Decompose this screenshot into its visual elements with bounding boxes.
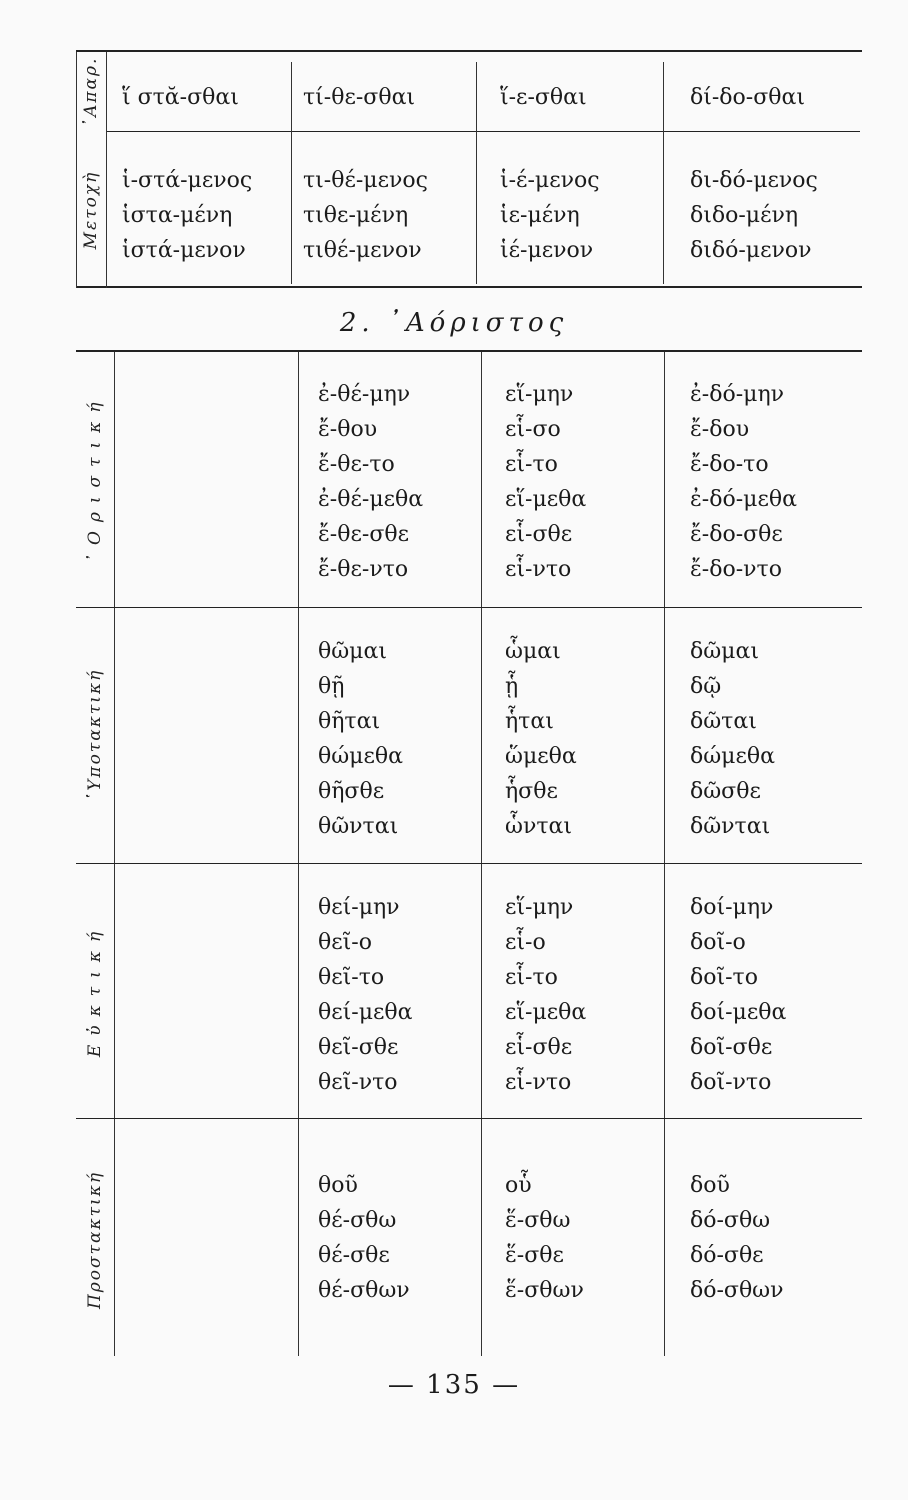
top-table-label-divider (106, 52, 107, 288)
mood-divider (76, 1118, 862, 1119)
top-table-left-border (76, 52, 77, 288)
verb-form: εἷ-ντο (505, 557, 572, 582)
top-table-col-divider-3 (663, 62, 664, 284)
infinitive-label: ᾽Απαρ. (81, 56, 101, 128)
verb-form: ἔ-θε-σθε (318, 522, 409, 547)
verb-form: θοῦ (318, 1173, 358, 1198)
verb-form: ἧσθε (505, 779, 558, 804)
aorist-table-top-rule (76, 350, 862, 352)
participle-form: τιθε-μένη (303, 203, 409, 228)
verb-form: θεῖ-το (318, 965, 385, 990)
participle-form: τιθέ-μενον (303, 238, 422, 263)
verb-form: ἕ-σθων (505, 1278, 584, 1303)
optative-column (505, 890, 586, 1100)
participle-form: διδο-μένη (690, 203, 799, 228)
verb-form: θέ-σθω (318, 1208, 397, 1233)
verb-form: εἷ-το (505, 452, 558, 477)
optative-label: Εὐκτική (85, 922, 105, 1058)
verb-form: δοί-μην (690, 895, 774, 920)
verb-form: θῶνται (318, 814, 399, 839)
verb-form: εἵ-μεθα (505, 1000, 587, 1025)
optative-column (690, 890, 786, 1100)
verb-form: ἐ-θέ-μην (318, 382, 411, 407)
verb-form: ᾗ (505, 674, 519, 699)
participle-column (500, 163, 600, 268)
participle-form: ἱ-έ-μενος (500, 168, 600, 193)
top-table-top-rule (76, 50, 862, 52)
verb-form: εἷ-ο (505, 930, 546, 955)
section-title: 2. ᾽Αόριστος (339, 308, 569, 338)
aorist-col-divider-2 (481, 352, 482, 1356)
indicative-column (505, 377, 586, 587)
verb-form: δώμεθα (690, 744, 775, 769)
verb-form: ἕ-σθω (505, 1208, 571, 1233)
verb-form: ἔ-δου (690, 417, 750, 442)
verb-form: θεί-μην (318, 895, 400, 920)
aorist-col-divider-3 (664, 352, 665, 1356)
indicative-label: ᾽Οριστική (85, 393, 105, 563)
verb-form: ὥμεθα (505, 744, 577, 769)
verb-form: θεῖ-ο (318, 930, 372, 955)
subjunctive-column (318, 634, 403, 844)
verb-form: εἵ-μεθα (505, 487, 587, 512)
imperative-label: Προστακτική (85, 1170, 105, 1310)
participle-form: ἱ-στά-μενος (122, 168, 253, 193)
verb-form: ἔ-δο-το (690, 452, 769, 477)
verb-form: δῷ (690, 674, 722, 699)
verb-form: δοῦ (690, 1173, 730, 1198)
verb-form: δῶται (690, 709, 757, 734)
verb-form: ὧμαι (505, 639, 561, 664)
verb-form: ἕ-σθε (505, 1243, 564, 1268)
verb-form: δό-σθω (690, 1208, 771, 1233)
verb-form: εἵ-μην (505, 382, 574, 407)
imperative-column (318, 1168, 410, 1308)
subjunctive-column (505, 634, 577, 844)
verb-form: εἷ-σθε (505, 1035, 573, 1060)
top-table-col-divider-1 (291, 62, 292, 284)
infinitive-form: ἵ στᾰ-σθαι (122, 85, 239, 110)
verb-form: δό-σθε (690, 1243, 764, 1268)
verb-form: ὧνται (505, 814, 572, 839)
subjunctive-column (690, 634, 775, 844)
aorist-label-divider (114, 352, 115, 1356)
participle-form: ἱέ-μενον (500, 238, 594, 263)
infinitive-form: ἵ-ε-σθαι (500, 85, 587, 110)
top-table-row-divider (106, 131, 860, 132)
verb-form: θεί-μεθα (318, 1000, 413, 1025)
participle-form: διδό-μενον (690, 238, 812, 263)
verb-form: εἷ-σθε (505, 522, 573, 547)
verb-form: εἷ-ντο (505, 1070, 572, 1095)
top-table-bottom-rule (76, 286, 862, 288)
verb-form: δῶμαι (690, 639, 759, 664)
verb-form: θώμεθα (318, 744, 403, 769)
verb-form: δῶσθε (690, 779, 761, 804)
participle-form: τι-θέ-μενος (303, 168, 428, 193)
verb-form: ἐ-θέ-μεθα (318, 487, 424, 512)
aorist-col-divider-1 (298, 352, 299, 1356)
verb-form: εἷ-το (505, 965, 558, 990)
verb-form: δό-σθων (690, 1278, 784, 1303)
participle-form: δι-δό-μενος (690, 168, 818, 193)
verb-form: ἐ-δό-μην (690, 382, 785, 407)
participle-label: Μετοχὴ (81, 170, 101, 250)
mood-divider (76, 607, 862, 608)
verb-form: δοῖ-ο (690, 930, 746, 955)
infinitive-form: τί-θε-σθαι (303, 85, 416, 110)
verb-form: ἔ-δο-σθε (690, 522, 783, 547)
indicative-column (690, 377, 797, 587)
verb-form: δοῖ-σθε (690, 1035, 773, 1060)
verb-form: εἵ-μην (505, 895, 574, 920)
verb-form: ἔ-θε-το (318, 452, 395, 477)
infinitive-form: δί-δο-σθαι (690, 85, 805, 110)
verb-form: δοί-μεθα (690, 1000, 787, 1025)
participle-form: ἱε-μένη (500, 203, 580, 228)
subjunctive-label: ῾Υποτακτική (85, 668, 105, 802)
participle-form: ἱστα-μένη (122, 203, 233, 228)
verb-form: ἐ-δό-μεθα (690, 487, 797, 512)
verb-form: δῶνται (690, 814, 771, 839)
verb-form: ἔ-θε-ντο (318, 557, 409, 582)
verb-form: θεῖ-ντο (318, 1070, 398, 1095)
verb-form: οὗ (505, 1173, 532, 1198)
mood-divider (76, 863, 862, 864)
verb-form: δοῖ-ντο (690, 1070, 772, 1095)
participle-column (122, 163, 252, 268)
verb-form: θῇ (318, 674, 345, 699)
verb-form: ἔ-θου (318, 417, 378, 442)
verb-form: δοῖ-το (690, 965, 758, 990)
page-number: — 135 — (387, 1370, 521, 1400)
indicative-column (318, 377, 423, 587)
imperative-column (505, 1168, 584, 1308)
verb-form: θέ-σθων (318, 1278, 410, 1303)
participle-column (690, 163, 818, 268)
top-table-col-divider-2 (476, 62, 477, 284)
verb-form: ἧται (505, 709, 554, 734)
verb-form: ἔ-δο-ντο (690, 557, 782, 582)
verb-form: θῶμαι (318, 639, 387, 664)
verb-form: εἷ-σο (505, 417, 561, 442)
imperative-column (690, 1168, 784, 1308)
verb-form: θῆσθε (318, 779, 385, 804)
verb-form: θῆται (318, 709, 381, 734)
participle-form: ἱστά-μενον (122, 238, 246, 263)
optative-column (318, 890, 413, 1100)
verb-form: θέ-σθε (318, 1243, 390, 1268)
participle-column (303, 163, 428, 268)
verb-form: θεῖ-σθε (318, 1035, 399, 1060)
